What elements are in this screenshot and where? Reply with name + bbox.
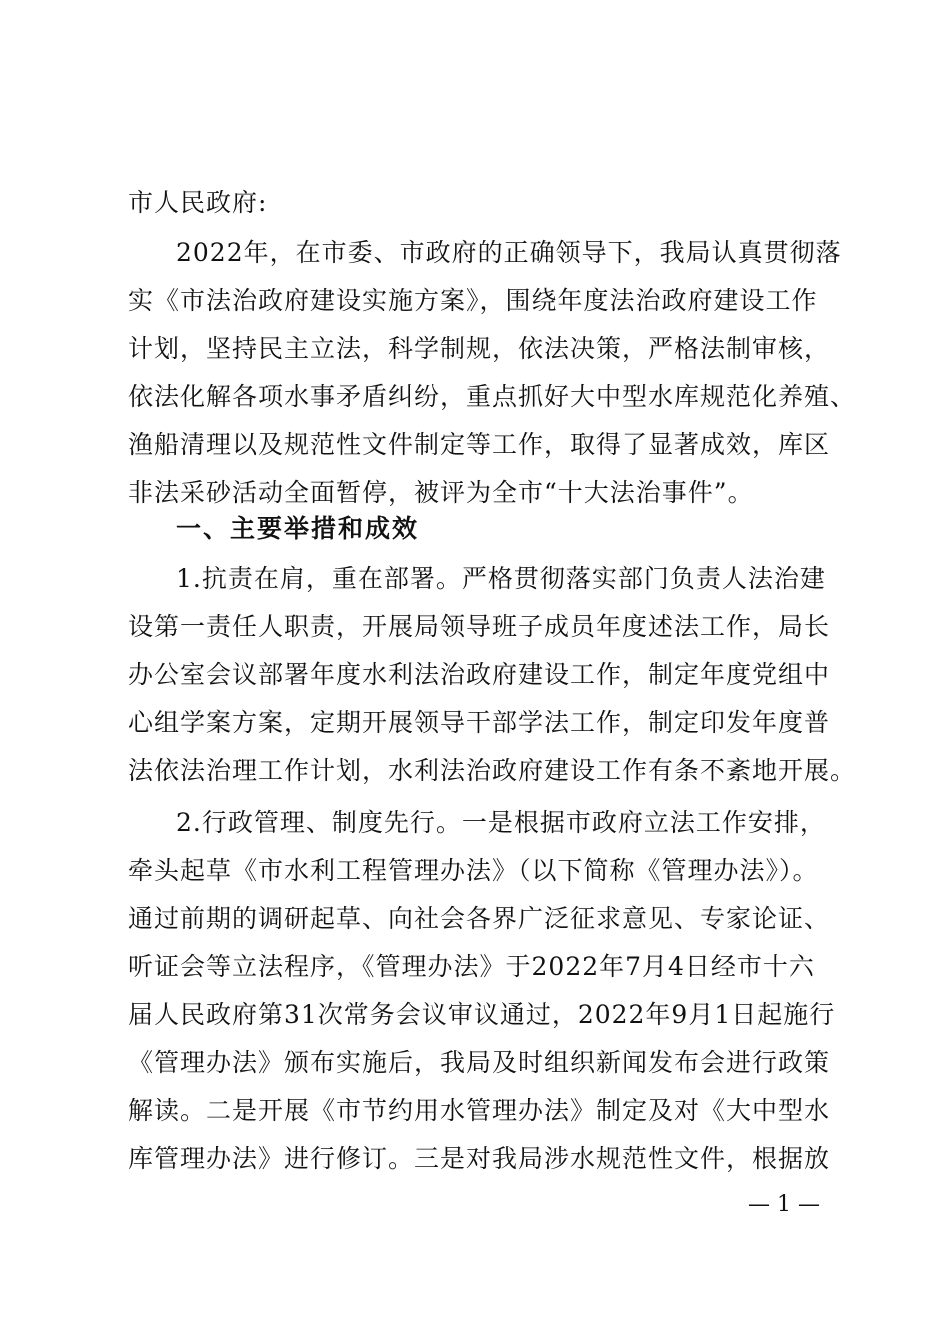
paragraph-line: 听证会等立法程序，《管理办法》于2022年7月4日经市十六: [128, 952, 815, 981]
paragraph-line: 届人民政府第31次常务会议审议通过，2022年9月1日起施行: [128, 1000, 836, 1029]
section-heading: 一、主要举措和成效: [176, 514, 420, 543]
paragraph-line: 库管理办法》进行修订。三是对我局涉水规范性文件，根据放: [128, 1144, 831, 1173]
page-number: — 1 —: [748, 1192, 820, 1217]
paragraph-line: 2.行政管理、制度先行。一是根据市政府立法工作安排，: [176, 808, 826, 837]
paragraph-line: 解读。二是开展《市节约用水管理办法》制定及对《大中型水: [128, 1096, 831, 1125]
paragraph-line: 计划，坚持民主立法，科学制规，依法决策，严格法制审核，: [128, 334, 831, 363]
paragraph-line: 依法化解各项水事矛盾纠纷，重点抓好大中型水库规范化养殖、: [128, 382, 857, 411]
paragraph-line: 1.抗责在肩，重在部署。严格贯彻落实部门负责人法治建: [176, 564, 826, 593]
paragraph-line: 渔船清理以及规范性文件制定等工作，取得了显著成效，库区: [128, 430, 831, 459]
paragraph-line: 通过前期的调研起草、向社会各界广泛征求意见、专家论证、: [128, 904, 831, 933]
paragraph-line: 设第一责任人职责，开展局领导班子成员年度述法工作，局长: [128, 612, 831, 641]
paragraph-line: 心组学案方案，定期开展领导干部学法工作，制定印发年度普: [128, 708, 831, 737]
paragraph-line: 非法采砂活动全面暂停，被评为全市“十大法治事件”。: [128, 478, 754, 507]
paragraph-line: 实《市法治政府建设实施方案》，围绕年度法治政府建设工作: [128, 286, 818, 315]
paragraph-line: 牵头起草《市水利工程管理办法》（以下简称《管理办法》）。: [128, 856, 819, 885]
paragraph-line: 《管理办法》颁布实施后，我局及时组织新闻发布会进行政策: [128, 1048, 831, 1077]
paragraph-line: 2022年，在市委、市政府的正确领导下，我局认真贯彻落: [176, 238, 842, 267]
salutation: 市人民政府:: [128, 188, 268, 217]
paragraph-line: 法依法治理工作计划，水利法治政府建设工作有条不紊地开展。: [128, 756, 857, 785]
paragraph-line: 办公室会议部署年度水利法治政府建设工作，制定年度党组中: [128, 660, 831, 689]
